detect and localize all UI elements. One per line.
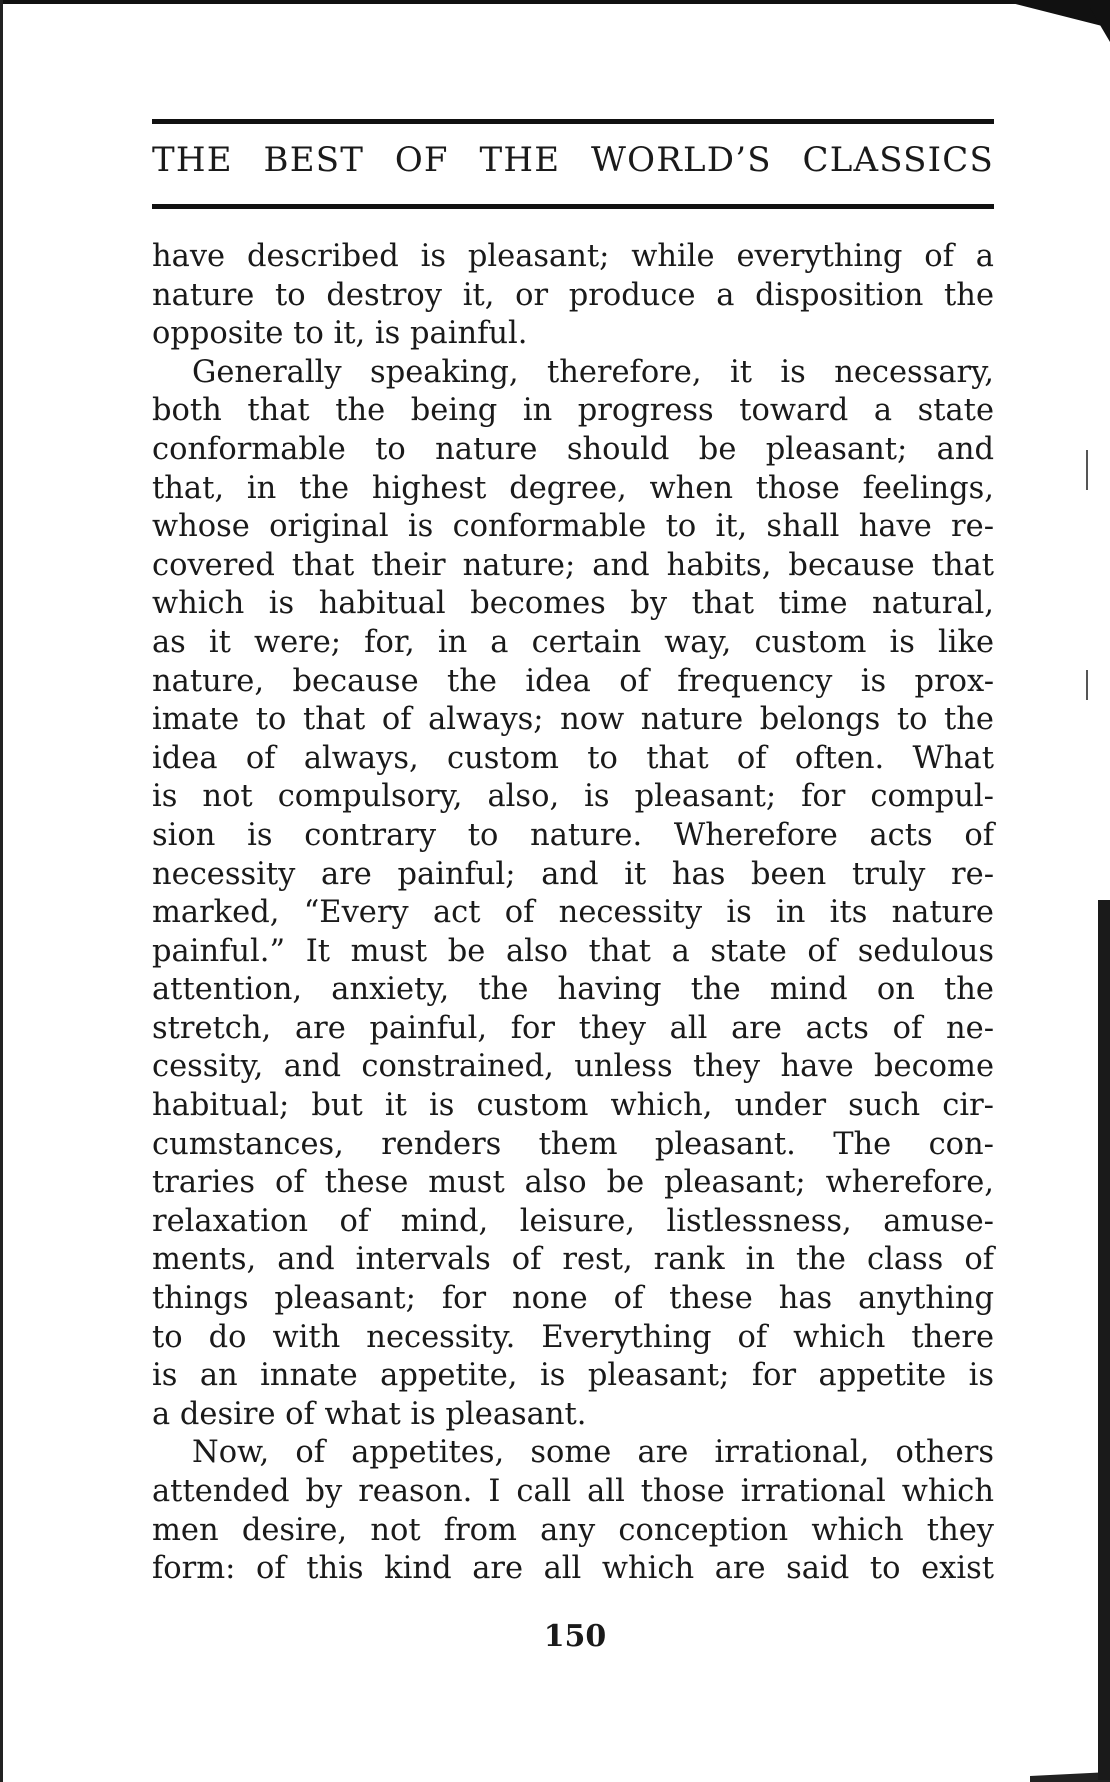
text-line: things pleasant; for none of these has anything — [152, 1281, 994, 1317]
text-line: cumstances, renders them pleasant. The con- — [152, 1126, 994, 1162]
text-line: marked, “Every act of necessity is in its nature — [152, 895, 994, 931]
running-head: THE BEST OF THE WORLD’S CLASSICS — [152, 140, 994, 180]
text-line: Generally speaking, therefore, it is necessary, — [192, 354, 994, 390]
text-line: a desire of what is pleasant. — [152, 1396, 587, 1432]
scan-edge-top — [0, 0, 1110, 4]
text-line: attention, anxiety, the having the mind on the — [152, 972, 994, 1008]
text-line: necessity are painful; and it has been truly re- — [152, 856, 994, 892]
text-line: Now, of appetites, some are irrational, others — [192, 1435, 994, 1471]
text-line: is an innate appetite, is pleasant; for appetite is — [152, 1358, 994, 1394]
text-line: stretch, are painful, for they all are acts of ne- — [152, 1010, 994, 1046]
scan-mark — [1086, 670, 1088, 700]
page-number: 150 — [543, 1619, 607, 1654]
text-line: nature, because the idea of frequency is prox- — [152, 663, 994, 699]
scan-corner-top-right — [1000, 0, 1110, 28]
text-line: cessity, and constrained, unless they have become — [152, 1049, 994, 1085]
text-line: form: of this kind are all which are said to exist — [152, 1551, 994, 1587]
text-line: have described is pleasant; while everything of a — [152, 239, 994, 274]
text-line: nature to destroy it, or produce a disposition the — [152, 277, 994, 313]
text-line: opposite to it, is painful. — [152, 316, 528, 352]
scan-mark — [1086, 450, 1088, 490]
scan-edge-left — [0, 0, 3, 1782]
text-line: imate to that of always; now nature belongs to the — [152, 702, 994, 738]
text-line: sion is contrary to nature. Wherefore acts of — [152, 817, 994, 853]
text-line: ments, and intervals of rest, rank in the class of — [152, 1242, 994, 1278]
text-line: whose original is conformable to it, shall have re- — [152, 509, 994, 545]
text-line: which is habitual becomes by that time natural, — [152, 586, 994, 622]
text-line: covered that their nature; and habits, because that — [152, 547, 994, 583]
text-line: that, in the highest degree, when those feelings, — [152, 470, 994, 506]
text-line: habitual; but it is custom which, under such cir- — [152, 1088, 994, 1124]
text-line: attended by reason. I call all those irrational which — [152, 1474, 994, 1509]
text-line: painful.” It must be also that a state of sedulous — [152, 933, 994, 969]
text-line: idea of always, custom to that of often. What — [152, 740, 994, 776]
header-rule-bottom — [152, 204, 994, 209]
text-line: men desire, not from any conception which they — [152, 1512, 994, 1548]
text-line: as it were; for, in a certain way, custom is like — [152, 624, 994, 660]
text-line: both that the being in progress toward a state — [152, 393, 994, 429]
body-text — [152, 238, 994, 1589]
text-line: traries of these must also be pleasant; wherefore, — [152, 1165, 994, 1201]
text-line: to do with necessity. Everything of which there — [152, 1319, 994, 1355]
text-line: is not compulsory, also, is pleasant; for compul- — [152, 779, 994, 815]
header-rule-top — [152, 119, 994, 124]
text-line: conformable to nature should be pleasant; and — [152, 431, 994, 467]
text-line: relaxation of mind, leisure, listlessness, amuse- — [152, 1203, 994, 1239]
